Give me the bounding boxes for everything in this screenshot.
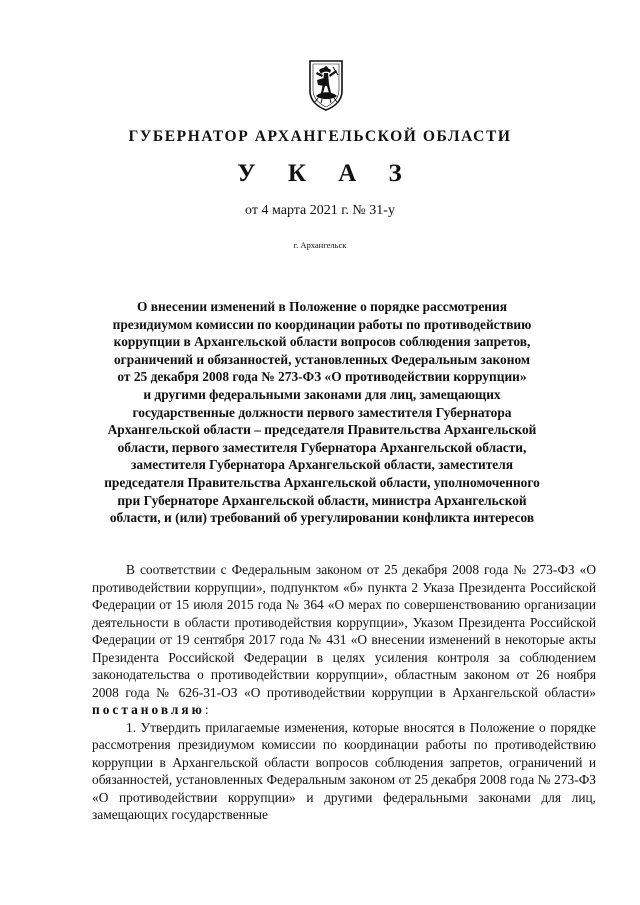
preamble-paragraph bbox=[92, 561, 596, 719]
document-place: г. Архангельск bbox=[293, 240, 347, 250]
title-line: заместителя Губернатора Архангельской области, заместителя bbox=[131, 457, 513, 473]
title-line: ограничений и обязанностей, установленных Федеральным законом bbox=[113, 351, 531, 367]
document-date-number: от 4 марта 2021 г. № 31-у bbox=[245, 203, 395, 218]
document-type: У К А З bbox=[237, 160, 415, 187]
decree-colon: : bbox=[204, 702, 209, 717]
document-body bbox=[92, 561, 596, 824]
title-line: О внесении изменений в Положение о порядке рассмотрения bbox=[137, 299, 507, 314]
preamble-text: В соответствии с Федеральным законом от 25 декабря 2008 года № 273-ФЗ «О противодействии коррупции», подпунктом «б» пункта 2 Указа Президента Российской Федерации от 15 июля 2015 года № 364 «О мерах по совершенствованию организации деятельности в области противодействия коррупции», Указом Президента Российской Федерации от 19 сентября 2017 года № 431 «О внесении изменений в некоторые акты Президента Российской Федерации в целях усиления контроля за соблюдением законодательства о противодействии коррупции», областным законом от 26 ноября 2008 года № 626-31-ОЗ «О противодействии коррупции в Архангельской области» bbox=[92, 562, 596, 700]
title-line: председателя Правительства Архангельской области, уполномоченного bbox=[104, 474, 540, 490]
decree-word: постановляю bbox=[92, 702, 205, 717]
title-line: при Губернаторе Архангельской области, министра Архангельской bbox=[117, 492, 527, 508]
title-line: коррупции в Архангельской области вопросов соблюдения запретов, bbox=[113, 334, 531, 350]
title-line: президиумом комиссии по координации работы по противодействию bbox=[112, 316, 532, 332]
issuing-authority: ГУБЕРНАТОР АРХАНГЕЛЬСКОЙ ОБЛАСТИ bbox=[128, 128, 512, 145]
coat-of-arms-icon bbox=[306, 58, 346, 112]
title-line: области, и (или) требований об урегулировании конфликта интересов bbox=[109, 510, 535, 526]
item-1-paragraph: 1. Утвердить прилагаемые изменения, которые вносятся в Положение о порядке рассмотрения президиумом комиссии по координации работы по противодействию коррупции в Архангельской области вопросов соблюдения запретов, ограничений и обязанностей, установленных Федеральным законом от 25 декабря 2008 года № 273-ФЗ «О противодействии коррупции» и другими федеральными законами для лиц, замещающих государственные bbox=[92, 719, 596, 822]
title-line: Архангельской области – председателя Правительства Архангельской bbox=[107, 422, 537, 438]
document-title bbox=[88, 298, 556, 527]
title-line: от 25 декабря 2008 года № 273-ФЗ «О противодействии коррупции» bbox=[117, 369, 527, 385]
title-line: области, первого заместителя Губернатора Архангельской области, bbox=[117, 439, 527, 455]
title-line: государственные должности первого заместителя Губернатора bbox=[132, 404, 512, 420]
title-line: и другими федеральными законами для лиц, замещающих bbox=[143, 386, 501, 402]
